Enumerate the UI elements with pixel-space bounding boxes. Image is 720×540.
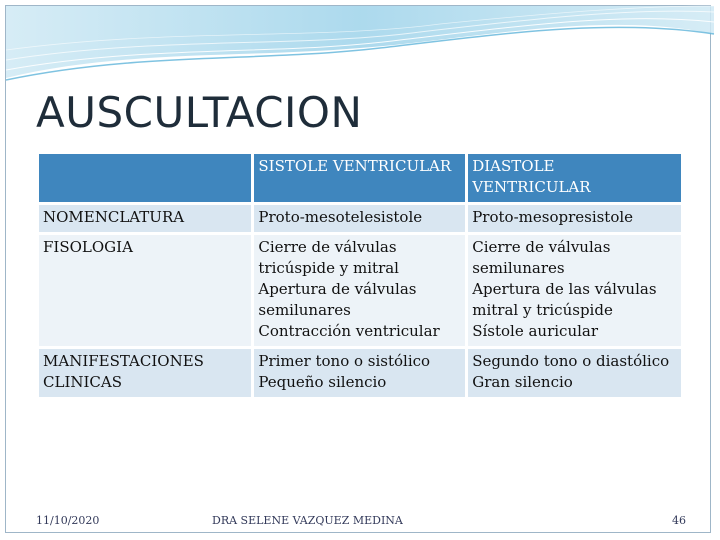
table-header-row [39, 154, 681, 202]
cell-line: Cierre de válvulas semilunares [472, 238, 611, 277]
header-cell-empty [39, 154, 251, 202]
header-cell-diastole: DIASTOLE VENTRICULAR [468, 154, 681, 202]
cell-systole-nomenclatura [254, 205, 465, 232]
cell-line: Gran silencio [472, 373, 573, 391]
row-label-fisiologia: FISOLOGIA [39, 235, 251, 346]
row-label-nomenclatura: NOMENCLATURA [39, 205, 251, 232]
cell-systole-manifestaciones [254, 349, 465, 397]
cell-line: Apertura de las válvulas mitral y tricúspide [472, 280, 657, 319]
cell-line: Apertura de válvulas semilunares [258, 280, 417, 319]
cell-line: Contracción ventricular [258, 322, 440, 340]
auscultation-table [36, 151, 684, 400]
table-row [39, 205, 681, 232]
cell-diastole-manifestaciones [468, 349, 681, 397]
footer-page-number: 46 [672, 514, 686, 527]
cell-systole-fisiologia [254, 235, 465, 346]
cell-line: Proto-mesopresistole [472, 208, 634, 226]
cell-line: Proto-mesotelesistole [258, 208, 423, 226]
cell-line: Segundo tono o diastólico [472, 352, 670, 370]
cell-line: Pequeño silencio [258, 373, 387, 391]
header-cell-systole: SISTOLE VENTRICULAR [254, 154, 465, 202]
decorative-wave-banner [0, 0, 720, 90]
cell-line: Sístole auricular [472, 322, 599, 340]
cell-line: Primer tono o sistólico [258, 352, 431, 370]
footer-author: DRA SELENE VAZQUEZ MEDINA [212, 514, 403, 527]
cell-line: Cierre de válvulas tricúspide y mitral [258, 238, 399, 277]
row-label-manifestaciones: MANIFESTACIONES CLINICAS [39, 349, 251, 397]
table-row [39, 349, 681, 397]
table-row [39, 235, 681, 346]
cell-diastole-fisiologia [468, 235, 681, 346]
footer-date: 11/10/2020 [36, 514, 100, 527]
cell-diastole-nomenclatura [468, 205, 681, 232]
slide-title: AUSCULTACION [36, 88, 363, 137]
